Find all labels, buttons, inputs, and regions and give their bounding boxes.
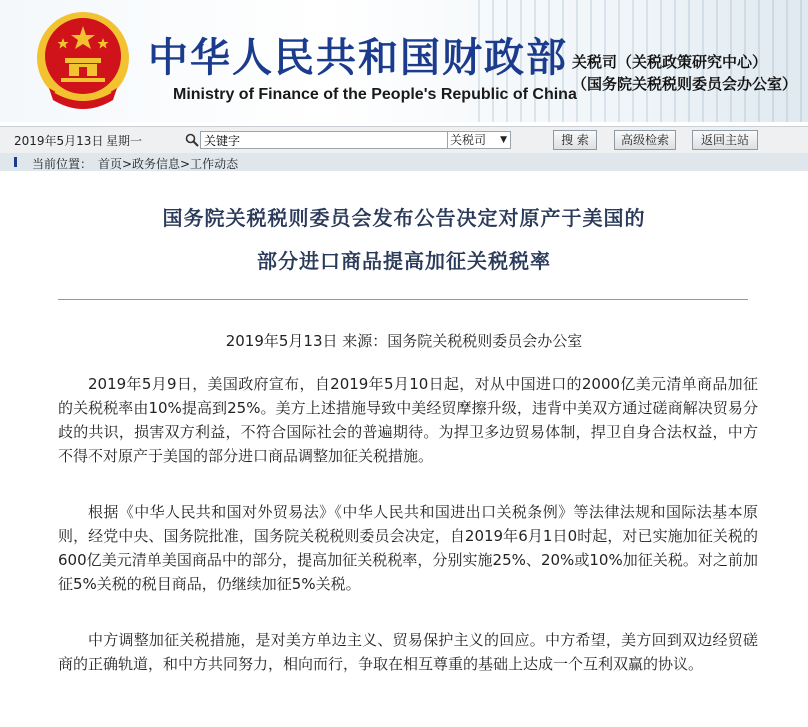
site-title-english: Ministry of Finance of the People's Republic of China — [173, 86, 577, 103]
toolbar — [0, 126, 808, 154]
breadcrumb-label: 当前位置： — [32, 157, 93, 171]
title-divider — [58, 299, 748, 300]
search-scope-select[interactable] — [447, 131, 511, 149]
site-title: 中华人民共和国财政部 — [148, 35, 568, 81]
article-paragraph-2: 根据《中华人民共和国对外贸易法》《中华人民共和国进出口关税条例》等法律法规和国际法基本原则，经党中央、国务院批准，国务院关税税则委员会决定，自2019年6月1日0时起，对已实施加征关税的600亿美元清单美国商品中的部分，提高加征关税税率，分别实施25%、20%或10%加征关税。对之前加征5%关税的税目商品，仍继续加征5%关税。 — [58, 503, 758, 593]
site-header — [0, 0, 808, 122]
article-paragraph-3: 中方调整加征关税措施，是对美方单边主义、贸易保护主义的回应。中方希望，美方回到双边经贸磋商的正确轨道，和中方共同努力，相向而行，争取在相互尊重的基础上达成一个互利双赢的协议。 — [58, 631, 758, 673]
search-input[interactable] — [200, 131, 448, 149]
article-meta: 2019年5月13日 来源：国务院关税税则委员会办公室 — [225, 332, 583, 350]
department-name — [572, 51, 797, 95]
search-icon — [185, 133, 199, 147]
article-title-line-2: 部分进口商品提高加征关税税率 — [257, 249, 551, 273]
department-line-1: 关税司（关税政策研究中心） — [572, 53, 768, 71]
national-emblem-icon — [35, 8, 131, 112]
search-button[interactable]: 搜 索 — [553, 130, 597, 150]
current-weekday: 星期一 — [106, 134, 143, 148]
advanced-search-button[interactable]: 高级检索 — [614, 130, 676, 150]
search-scope-value: 关税司 — [450, 133, 487, 147]
breadcrumb-path[interactable]: 首页>政务信息>工作动态 — [98, 157, 239, 171]
chevron-down-icon: ▼ — [500, 135, 507, 145]
return-home-button[interactable]: 返回主站 — [692, 130, 758, 150]
article-title-line-1: 国务院关税税则委员会发布公告决定对原产于美国的 — [162, 206, 646, 230]
article-paragraph-1: 2019年5月9日，美国政府宣布，自2019年5月10日起，对从中国进口的2000亿美元清单商品加征的关税税率由10%提高到25%。美方上述措施导致中美经贸摩擦升级，违背中美双方通过磋商解决贸易分歧的共识，损害双方利益，不符合国际社会的普遍期待。为捍卫多边贸易体制，捍卫自身合法权益，中方不得不对原产于美国的部分进口商品调整加征关税措施。 — [58, 375, 758, 465]
current-date: 2019年5月13日 — [14, 134, 104, 148]
breadcrumb-marker-icon — [14, 157, 17, 167]
department-line-2: （国务院关税税则委员会办公室） — [572, 75, 798, 93]
breadcrumb — [0, 153, 808, 171]
